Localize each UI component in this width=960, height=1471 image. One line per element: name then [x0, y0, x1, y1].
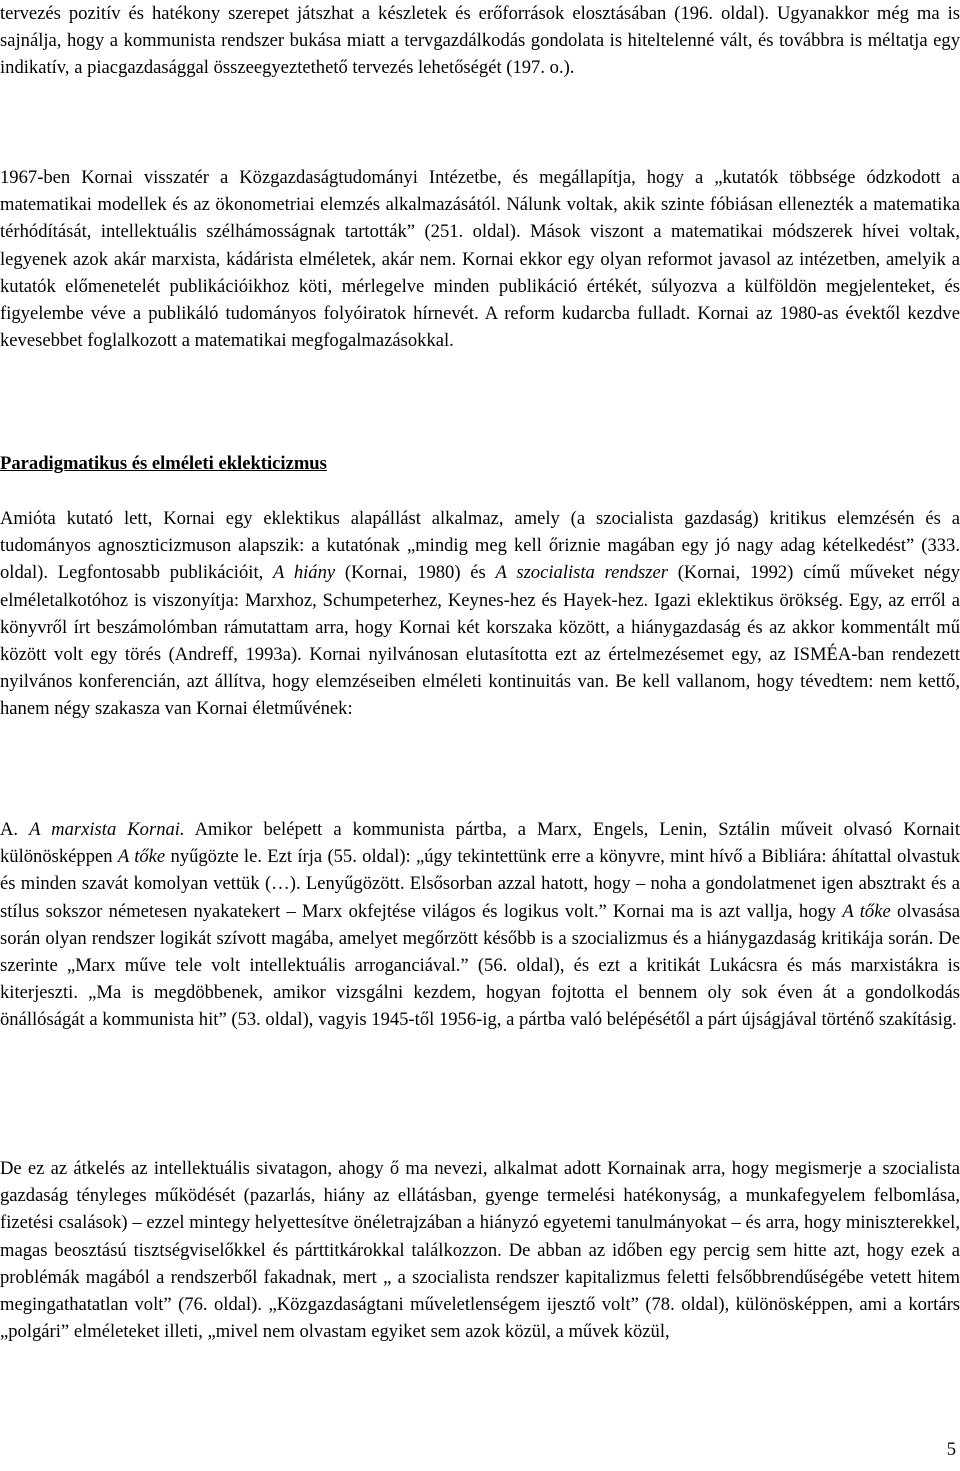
page-number: 5 — [946, 1439, 956, 1460]
paragraph-3-text-2: (Kornai, 1980) és — [344, 562, 486, 584]
paragraph-3-text-3: (Kornai, 1992) című műveket négy elméletalkotóhoz is viszonyítja: Marxhoz, Schumpeterhez, Keynes-hez és Hayek-hez. Igazi eklektikus örökség. Egy, az erről a könyvről írt beszámolómban rámutattam arra, hogy Kornai két korszaka között, a hiánygazdaság és az akkor kommentált mű között volt egy törés (Andreff, 1993a). Kornai nyilvánosan elutasította ezt az értelmezésemet egy, az ISMÉA-ban rendezett nyilvános konferencián, azt állítva, hogy elemzéseiben elméleti kontinuitás van. Be kell vallanom, hogy tévedtem: nem kettő, hanem négy szakasza van Kornai életművének: — [0, 562, 960, 720]
book-title-a-szocialista-rendszer: A szocialista rendszer — [495, 562, 668, 584]
paragraph-4-text-1: A. — [0, 819, 19, 840]
paragraph-5 — [0, 1155, 960, 1345]
paragraph-4 — [0, 816, 960, 1034]
section-heading: Paradigmatikus és elméleti eklekticizmus — [0, 453, 327, 474]
book-title-a-hiany: A hiány — [273, 562, 336, 584]
paragraph-3 — [0, 505, 960, 723]
paragraph-1 — [0, 0, 960, 82]
paragraph-2 — [0, 164, 960, 354]
paragraph-4-text-4: olvasása során olyan rendszer logikát szívott magába, amelyet megőrzött később is a szocializmus és a hiánygazdaság kritikája során. De szerinte „Marx műve tele volt intellektuális arroganciával.” (56. oldal), és ezt a kritikát Lukácsra és más marxistákra is kiterjeszti. „Ma is megdöbbenek, amikor vizsgálni kezdem, hogyan fojtotta el bennem oly sok éven át a gondolkodás önállóságát a kommunista hit” (53. oldal), vagyis 1945-től 1956-ig, a pártba való belépésétől a párt újságjával történő szakításig. — [0, 900, 960, 1031]
paragraph-4-text-2: Amikor belépett a kommunista pártba, a Marx, Engels, Lenin, Sztálin műveit olvasó Kornait különösképpen — [0, 819, 960, 868]
paragraph-1-text: tervezés pozitív és hatékony szerepet játszhat a készletek és erőforrások elosztásában (196. oldal). Ugyanakkor még ma is sajnálja, hogy a kommunista rendszer bukása miatt a tervgazdálkodás gondolata is hiteltelenné vált, és továbbra is méltatja egy indikatív, a piacgazdasággal összeegyeztethető tervezés lehetőségét (197. o.). — [0, 3, 960, 79]
book-title-a-toke-2: A tőke — [842, 900, 891, 922]
paragraph-5-text: De ez az átkelés az intellektuális sivatagon, ahogy ő ma nevezi, alkalmat adott Kornainak arra, hogy megismerje a szocialista gazdaság tényleges működését (pazarlás, hiány az ellátásban, gyenge termelési hatékonyság, a munkafegyelem felbomlása, fizetési csalások) – ezzel mintegy helyettesítve önéletrajzában a hiányzó egyetemi tanulmányokat – és arra, hogy miniszterekkel, magas beosztású tisztségviselőkkel és párttitkárokkal találkozzon. De abban az időben egy percig sem hitte azt, hogy ezek a problémák magából a rendszerből fakadnak, mert „ a szocialista rendszer kapitalizmus feletti felsőbbrendűségébe vetett hitem megingathatatlan volt” (76. oldal). „Közgazdaságtani műveletlenségem ijesztő volt” (78. oldal), különösképpen, ami a kortárs „polgári” elméleteket illeti, „mivel nem olvastam egyiket sem azok közül, a művek közül, — [0, 1158, 960, 1343]
paragraph-3-text-1: Amióta kutató lett, Kornai egy eklektikus alapállást alkalmaz, amely (a szocialista gazdaság) kritikus elemzésén és a tudományos agnoszticizmuson alapszik: a kutatónak „mindig meg kell őriznie magában egy jó nagy adag kételkedést” (333. oldal). Legfontosabb publikációit, — [0, 508, 960, 584]
paragraph-4-text-3: nyűgözte le. Ezt írja (55. oldal): „úgy tekintettünk erre a könyvre, mint hívő a Bibliára: áhítattal olvastuk és minden szavát komolyan vettük (…). Lenyűgözött. Elsősorban azzal hatott, hogy – noha a gondolatmenet igen absztrakt és a stílus sokszor németesen nyakatekert – Marx okfejtése világos és logikus volt.” Kornai ma is azt vallja, hogy — [0, 846, 960, 922]
book-title-a-toke: A tőke — [117, 846, 166, 868]
section-label-marxista-kornai: A marxista Kornai. — [29, 819, 185, 840]
paragraph-2-text: 1967-ben Kornai visszatér a Közgazdaságtudományi Intézetbe, és megállapítja, hogy a „kutatók többsége ódzkodott a matematikai modellek és az ökonometriai elemzés alkalmazásától. Nálunk voltak, akik szinte fóbiásan ellenezték a matematika térhódítását, intellektuális szélhámosságnak tartották” (251. oldal). Mások viszont a matematikai módszerek hívei voltak, legyenek azok akár marxista, kádárista elméletek, akár nem. Kornai ekkor egy olyan reformot javasol az intézetben, amelyik a kutatók előmenetelét publikációikhoz köti, mérlegelve minden publikáció értékét, súlyozva a külföldön megjelenteket, és figyelembe véve a publikáló tudományos folyóiratok hírnevét. A reform kudarcba fulladt. Kornai az 1980-as évektől kezdve kevesebbet foglalkozott a matematikai megfogalmazásokkal. — [0, 167, 960, 352]
